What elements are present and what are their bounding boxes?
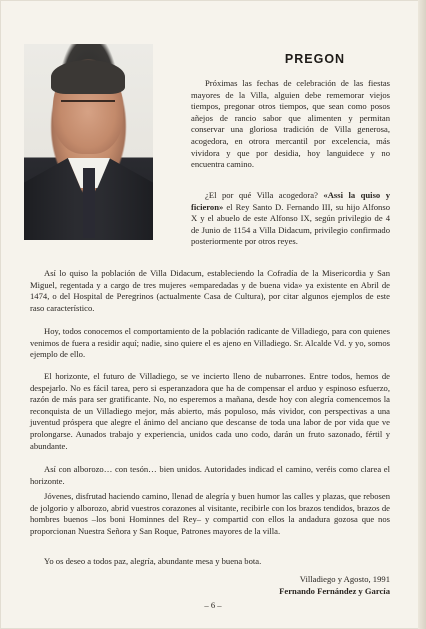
paragraph-3: Así lo quiso la población de Villa Didacum, estableciendo la Cofradía de la Misericordia y San Miguel, regentada y a cargo de tres mujeres «emparedadas y de buena vida» ya existente en Abril de 1474, o del Hospital de Peregrinos (actualmente Casa de Cultura), por citar algunos ejemplos de este raso característico. — [30, 268, 390, 313]
question-paragraph — [191, 190, 390, 248]
signature-place-date: Villadiego y Agosto, 1991 — [299, 574, 390, 584]
paragraph-5: El horizonte, el futuro de Villadiego, se ve incierto lleno de nubarrones. Entre todos, hemos de despejarlo. No es fácil tarea, pero si esperanzadora que ha de compensar el arduo y espinoso esfuerzo, razón de más para ser gratificante. No, no esperemos a mañana, desde hoy con alegría comencemos la reconquista de un Villadiego mejor, más abierto, más populoso, más vividor, con perspectivas a una juventud próspera que alegre el ánimo del anciano que descanse de toda una labor de por vida que ve prolongarse. Aunados trabajo y experiencia, unidos cada uno codo, darán un fruto sazonado, fértil y abundante. — [30, 371, 390, 451]
paragraph-7: Jóvenes, disfrutad haciendo camino, llenad de alegría y buen humor las calles y plazas, que rebosen de jolgorio y alborozo, abrid vuestros corazones al visitante, recibirle con los brazos tendidos, brazos de hombres buenos –los boni Hominnes del Rey– y compartid con ellos la andadura gozosa que nos proporcionan Nuestra Señora y San Roque, Patrones mayores de la villa. — [30, 491, 390, 536]
question-rest: el Rey Santo D. Fernando III, su hijo Alfonso X y el abuelo de este Alfonso IX, según privilegio de 4 de Junio de 1154 a Villa Didacum, privilegio confirmado posteriormente por otros reyes. — [191, 201, 390, 247]
author-portrait-photo — [24, 44, 153, 240]
page-title: PREGON — [284, 52, 346, 66]
portrait-tie — [83, 168, 95, 238]
intro-paragraph: Próximas las fechas de celebración de las fiestas mayores de la Villa, alguien debe rememorar viejos tiempos, pregonar otros tiempos, que sean como posos añejos de rancio sabor que alimenten y permitan conservar una gloriosa tradición de Villa generosa, acogedora, en otrora mercantil por excelencia, más vividora y que por desidia, hoy languidece y no encuentra camino. — [191, 78, 390, 170]
paragraph-6: Así con alborozo… con tesón… bien unidos. Autoridades indicad el camino, veréis como clarea el horizonte. — [30, 464, 390, 486]
portrait-glasses — [61, 100, 115, 114]
page-binding-shadow — [418, 0, 426, 629]
signature-author: Fernando Fernández y García — [279, 585, 390, 596]
signature-block — [279, 574, 390, 597]
portrait-hair — [51, 60, 125, 94]
page-number: – 6 – — [204, 600, 222, 610]
paragraph-4: Hoy, todos conocemos el comportamiento de la población radicante de Villadiego, para con quienes venimos de fuera a residir aquí; nadie, sino quiere el es ajeno en Villadiego. Sr. Alcalde Vd. y yo, somos ejemplo de ello. — [30, 326, 390, 360]
question-quote: «Assi la quiso y ficieron» — [191, 190, 390, 212]
paragraph-8: Yo os deseo a todos paz, alegría, abundante mesa y buena bota. — [44, 556, 262, 566]
question-lead: ¿El por qué Villa acogedora? — [205, 190, 324, 200]
